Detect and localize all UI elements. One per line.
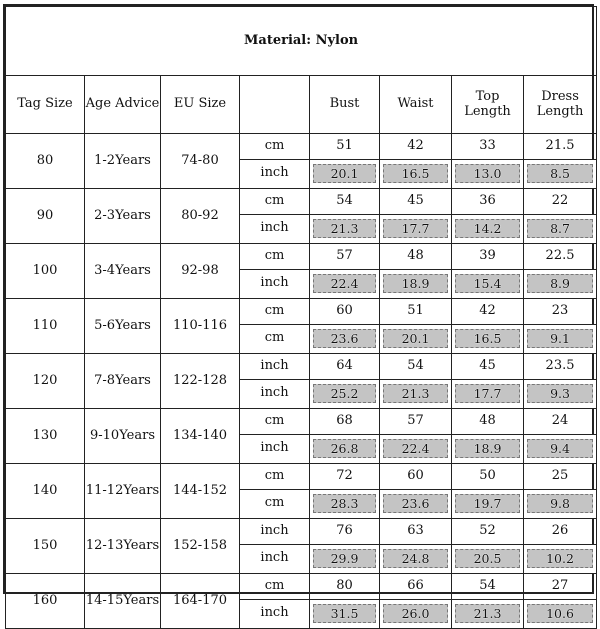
bust-value: 23.6 — [313, 329, 376, 348]
dress-length-value: 9.3 — [527, 384, 593, 403]
tag-size-cell: 120 — [6, 354, 85, 409]
waist-value: 18.9 — [383, 274, 448, 293]
header-age-advice: Age Advice — [85, 76, 161, 134]
top-length-value: 48 — [452, 409, 524, 435]
top-length-value: 14.2 — [455, 219, 520, 238]
dress-length-value-shaded — [524, 214, 597, 244]
waist-value: 45 — [380, 189, 452, 215]
unit-cell: cm — [240, 324, 310, 354]
waist-value-shaded — [380, 599, 452, 629]
bust-value-shaded — [310, 324, 380, 354]
waist-value-shaded — [380, 489, 452, 519]
dress-length-value-shaded — [524, 324, 597, 354]
tag-size-cell: 80 — [6, 134, 85, 189]
top-length-value: 52 — [452, 519, 524, 545]
eu-size-cell: 134-140 — [161, 409, 240, 464]
age-advice-cell: 5-6Years — [85, 299, 161, 354]
dress-length-value-shaded — [524, 599, 597, 629]
tag-size-cell: 100 — [6, 244, 85, 299]
waist-value: 66 — [380, 574, 452, 600]
waist-value: 63 — [380, 519, 452, 545]
eu-size-cell: 164-170 — [161, 574, 240, 629]
waist-value: 16.5 — [383, 164, 448, 183]
tag-size-cell: 140 — [6, 464, 85, 519]
bust-value: 28.3 — [313, 494, 376, 513]
bust-value: 21.3 — [313, 219, 376, 238]
top-length-value: 42 — [452, 299, 524, 325]
waist-value-shaded — [380, 544, 452, 574]
table-row — [6, 409, 597, 435]
bust-value: 20.1 — [313, 164, 376, 183]
age-advice-cell: 11-12Years — [85, 464, 161, 519]
header-row — [6, 76, 597, 134]
unit-cell: cm — [240, 489, 310, 519]
waist-value-shaded — [380, 214, 452, 244]
bust-value: 80 — [310, 574, 380, 600]
unit-cell: cm — [240, 574, 310, 600]
unit-cell: cm — [240, 409, 310, 435]
top-length-value: 13.0 — [455, 164, 520, 183]
header-tag-size: Tag Size — [6, 76, 85, 134]
top-length-value-shaded — [452, 269, 524, 299]
dress-length-value: 9.1 — [527, 329, 593, 348]
waist-value-shaded — [380, 159, 452, 189]
dress-length-value: 23.5 — [524, 354, 597, 380]
eu-size-cell: 144-152 — [161, 464, 240, 519]
table-row — [6, 464, 597, 490]
age-advice-cell: 7-8Years — [85, 354, 161, 409]
bust-value-shaded — [310, 159, 380, 189]
top-length-value: 20.5 — [455, 549, 520, 568]
dress-length-value-shaded — [524, 434, 597, 464]
header-bust: Bust — [310, 76, 380, 134]
table-row — [6, 574, 597, 600]
eu-size-cell: 74-80 — [161, 134, 240, 189]
unit-cell: cm — [240, 299, 310, 325]
bust-value-shaded — [310, 489, 380, 519]
header-unit — [240, 76, 310, 134]
top-length-value: 15.4 — [455, 274, 520, 293]
bust-value: 22.4 — [313, 274, 376, 293]
bust-value: 26.8 — [313, 439, 376, 458]
dress-length-value: 22.5 — [524, 244, 597, 270]
unit-cell: inch — [240, 434, 310, 464]
top-length-value: 16.5 — [455, 329, 520, 348]
dress-length-value-shaded — [524, 544, 597, 574]
top-length-value-shaded — [452, 159, 524, 189]
bust-value: 76 — [310, 519, 380, 545]
tag-size-cell: 110 — [6, 299, 85, 354]
waist-value: 20.1 — [383, 329, 448, 348]
table-row — [6, 299, 597, 325]
unit-cell: cm — [240, 189, 310, 215]
top-length-value-shaded — [452, 489, 524, 519]
age-advice-cell: 2-3Years — [85, 189, 161, 244]
tag-size-cell: 130 — [6, 409, 85, 464]
unit-cell: inch — [240, 269, 310, 299]
unit-cell: inch — [240, 519, 310, 545]
unit-cell: inch — [240, 379, 310, 409]
eu-size-cell: 122-128 — [161, 354, 240, 409]
waist-value: 42 — [380, 134, 452, 160]
bust-value: 51 — [310, 134, 380, 160]
bust-value-shaded — [310, 434, 380, 464]
waist-value-shaded — [380, 269, 452, 299]
bust-value: 29.9 — [313, 549, 376, 568]
waist-value-shaded — [380, 324, 452, 354]
bust-value-shaded — [310, 379, 380, 409]
dress-length-value-shaded — [524, 159, 597, 189]
waist-value: 54 — [380, 354, 452, 380]
bust-value: 72 — [310, 464, 380, 490]
top-length-value: 33 — [452, 134, 524, 160]
eu-size-cell: 92-98 — [161, 244, 240, 299]
unit-cell: cm — [240, 464, 310, 490]
header-dress-length: Dress Length — [524, 76, 597, 134]
bust-value-shaded — [310, 544, 380, 574]
bust-value-shaded — [310, 599, 380, 629]
bust-value: 60 — [310, 299, 380, 325]
waist-value: 26.0 — [383, 604, 448, 623]
table-title: Material: Nylon — [6, 7, 597, 76]
eu-size-cell: 80-92 — [161, 189, 240, 244]
unit-cell: cm — [240, 134, 310, 160]
top-length-value: 36 — [452, 189, 524, 215]
dress-length-value: 10.2 — [527, 549, 593, 568]
top-length-value-shaded — [452, 379, 524, 409]
waist-value: 24.8 — [383, 549, 448, 568]
dress-length-value: 8.5 — [527, 164, 593, 183]
top-length-value: 21.3 — [455, 604, 520, 623]
dress-length-value: 9.8 — [527, 494, 593, 513]
unit-cell: inch — [240, 544, 310, 574]
table-row — [6, 244, 597, 270]
bust-value-shaded — [310, 214, 380, 244]
dress-length-value: 8.7 — [527, 219, 593, 238]
size-table — [5, 6, 597, 629]
tag-size-cell: 150 — [6, 519, 85, 574]
bust-value: 68 — [310, 409, 380, 435]
waist-value: 48 — [380, 244, 452, 270]
top-length-value: 54 — [452, 574, 524, 600]
waist-value: 60 — [380, 464, 452, 490]
top-length-value: 17.7 — [455, 384, 520, 403]
waist-value: 57 — [380, 409, 452, 435]
top-length-value-shaded — [452, 544, 524, 574]
unit-cell: cm — [240, 244, 310, 270]
age-advice-cell: 3-4Years — [85, 244, 161, 299]
dress-length-value: 22 — [524, 189, 597, 215]
dress-length-value: 23 — [524, 299, 597, 325]
age-advice-cell: 1-2Years — [85, 134, 161, 189]
size-chart — [3, 4, 594, 622]
table-row — [6, 134, 597, 160]
waist-value-shaded — [380, 434, 452, 464]
dress-length-value: 24 — [524, 409, 597, 435]
dress-length-value: 25 — [524, 464, 597, 490]
tag-size-cell: 90 — [6, 189, 85, 244]
top-length-value: 45 — [452, 354, 524, 380]
top-length-value-shaded — [452, 599, 524, 629]
age-advice-cell: 14-15Years — [85, 574, 161, 629]
table-row — [6, 189, 597, 215]
bust-value: 25.2 — [313, 384, 376, 403]
top-length-value-shaded — [452, 214, 524, 244]
dress-length-value: 21.5 — [524, 134, 597, 160]
tag-size-cell: 160 — [6, 574, 85, 629]
header-top-length: Top Length — [452, 76, 524, 134]
unit-cell: inch — [240, 599, 310, 629]
table-row — [6, 519, 597, 545]
dress-length-value-shaded — [524, 379, 597, 409]
top-length-value: 18.9 — [455, 439, 520, 458]
top-length-value-shaded — [452, 434, 524, 464]
unit-cell: inch — [240, 214, 310, 244]
bust-value: 64 — [310, 354, 380, 380]
waist-value: 51 — [380, 299, 452, 325]
unit-cell: inch — [240, 159, 310, 189]
bust-value: 31.5 — [313, 604, 376, 623]
table-row — [6, 354, 597, 380]
top-length-value: 39 — [452, 244, 524, 270]
eu-size-cell: 152-158 — [161, 519, 240, 574]
bust-value-shaded — [310, 269, 380, 299]
dress-length-value-shaded — [524, 269, 597, 299]
age-advice-cell: 12-13Years — [85, 519, 161, 574]
dress-length-value: 27 — [524, 574, 597, 600]
dress-length-value: 10.6 — [527, 604, 593, 623]
top-length-value-shaded — [452, 324, 524, 354]
dress-length-value: 8.9 — [527, 274, 593, 293]
waist-value-shaded — [380, 379, 452, 409]
waist-value: 17.7 — [383, 219, 448, 238]
bust-value: 57 — [310, 244, 380, 270]
waist-value: 22.4 — [383, 439, 448, 458]
dress-length-value: 26 — [524, 519, 597, 545]
waist-value: 23.6 — [383, 494, 448, 513]
top-length-value: 19.7 — [455, 494, 520, 513]
dress-length-value: 9.4 — [527, 439, 593, 458]
eu-size-cell: 110-116 — [161, 299, 240, 354]
unit-cell: inch — [240, 354, 310, 380]
age-advice-cell: 9-10Years — [85, 409, 161, 464]
header-eu-size: EU Size — [161, 76, 240, 134]
waist-value: 21.3 — [383, 384, 448, 403]
top-length-value: 50 — [452, 464, 524, 490]
bust-value: 54 — [310, 189, 380, 215]
dress-length-value-shaded — [524, 489, 597, 519]
header-waist: Waist — [380, 76, 452, 134]
